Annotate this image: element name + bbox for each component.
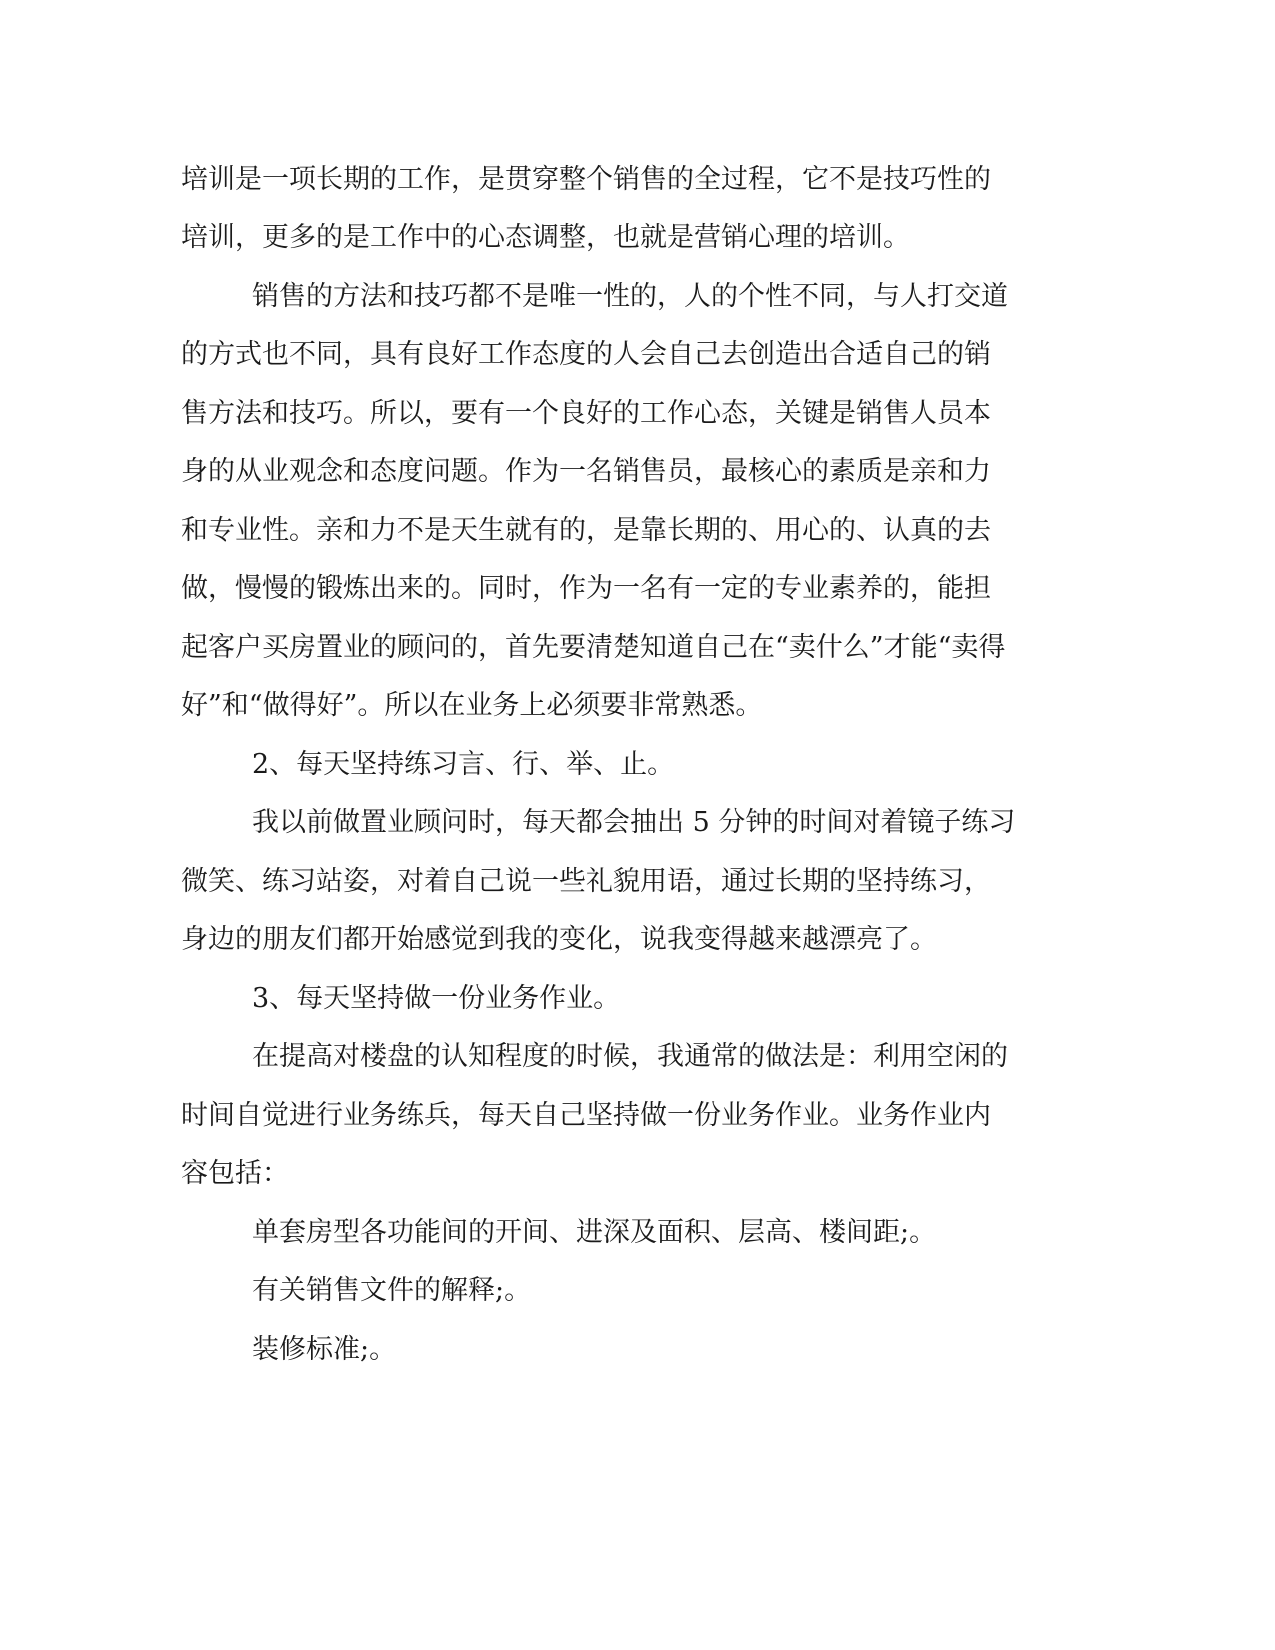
text-line: 身边的朋友们都开始感觉到我的变化，说我变得越来越漂亮了。	[181, 924, 937, 955]
text-line: 在提高对楼盘的认知程度的时候，我通常的做法是：利用空闲的	[252, 1041, 1008, 1072]
list-item: 单套房型各功能间的开间、进深及面积、层高、楼间距;。	[252, 1217, 937, 1248]
list-item: 装修标准;。	[252, 1334, 397, 1365]
text-line: 做，慢慢的锻炼出来的。同时，作为一名有一定的专业素养的，能担	[181, 573, 991, 604]
text-line: 时间自觉进行业务练兵，每天自己坚持做一份业务作业。业务作业内	[181, 1100, 991, 1131]
text-line: 起客户买房置业的顾问的，首先要清楚知道自己在“卖什么”才能“卖得	[181, 632, 1006, 663]
text-line: 的方式也不同，具有良好工作态度的人会自己去创造出合适自己的销	[181, 339, 991, 370]
text-line: 身的从业观念和态度问题。作为一名销售员，最核心的素质是亲和力	[181, 456, 991, 487]
text-line: 培训，更多的是工作中的心态调整，也就是营销心理的培训。	[181, 222, 910, 253]
text-line: 微笑、练习站姿，对着自己说一些礼貌用语，通过长期的坚持练习，	[181, 866, 991, 897]
section-heading-2: 2、每天坚持练习言、行、举、止。	[252, 749, 675, 780]
text-line: 销售的方法和技巧都不是唯一性的，人的个性不同，与人打交道	[252, 281, 1008, 312]
text-line: 和专业性。亲和力不是天生就有的，是靠长期的、用心的、认真的去	[181, 515, 991, 546]
text-line: 我以前做置业顾问时，每天都会抽出 5 分钟的时间对着镜子练习	[252, 807, 1016, 838]
section-heading-3: 3、每天坚持做一份业务作业。	[252, 983, 621, 1014]
text-line: 售方法和技巧。所以，要有一个良好的工作心态，关键是销售人员本	[181, 398, 991, 429]
text-line: 容包括：	[181, 1158, 289, 1189]
list-item: 有关销售文件的解释;。	[252, 1275, 532, 1306]
text-line: 培训是一项长期的工作，是贯穿整个销售的全过程，它不是技巧性的	[181, 164, 991, 195]
text-line: 好”和“做得好”。所以在业务上必须要非常熟悉。	[181, 690, 763, 721]
